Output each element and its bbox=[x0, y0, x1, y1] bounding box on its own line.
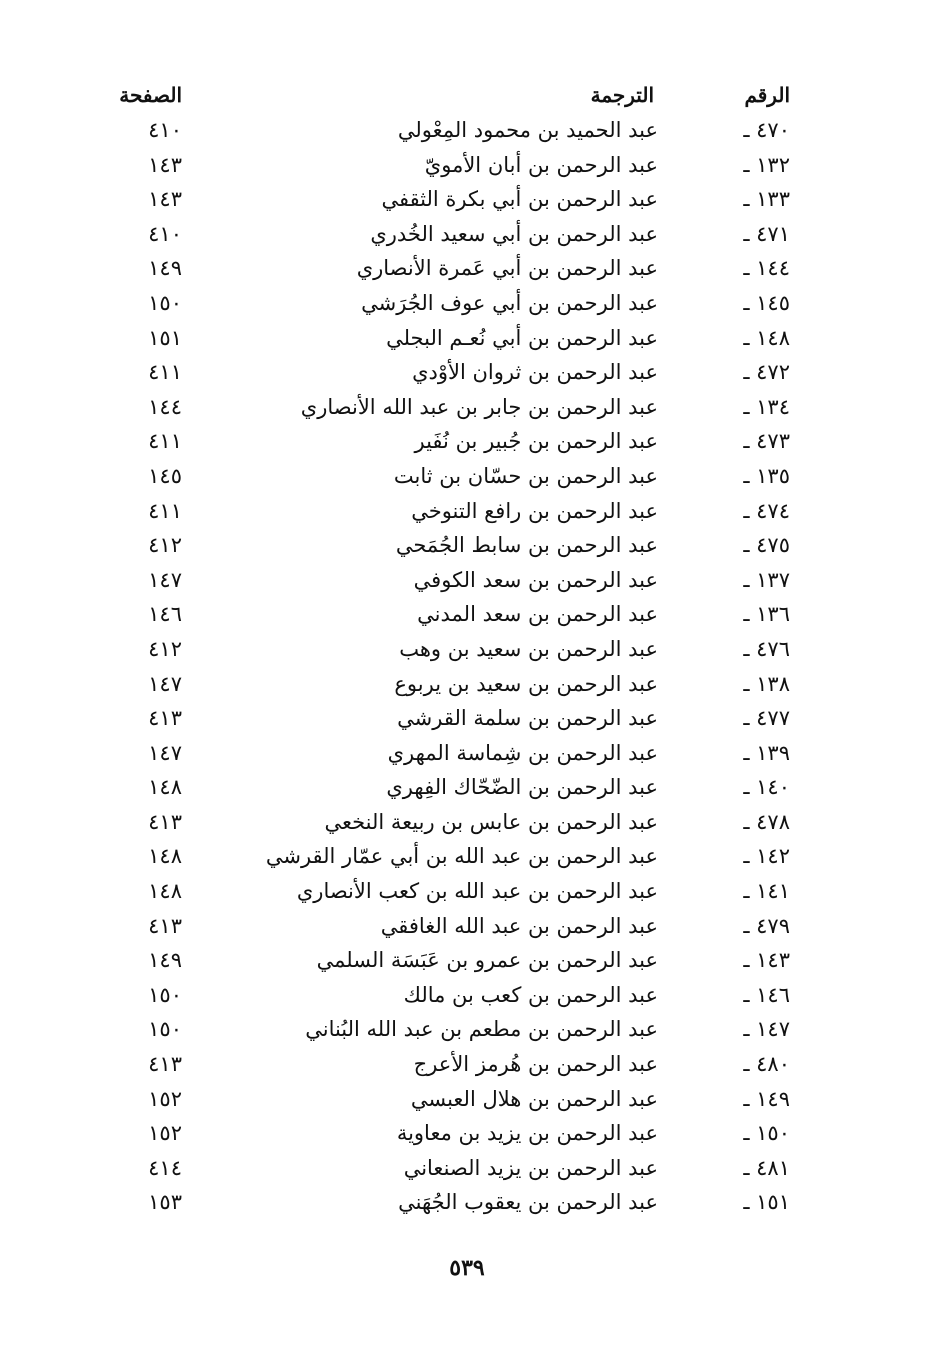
table-row bbox=[0, 1151, 934, 1186]
table-row bbox=[0, 978, 934, 1013]
entry-name: عبد الرحمن بن سعد الكوفي bbox=[413, 567, 658, 592]
entry-page: ١٥٠ bbox=[148, 290, 182, 315]
entry-name: عبد الرحمن بن هلال العبسي bbox=[410, 1086, 658, 1111]
entry-page: ٤١٠ bbox=[148, 221, 182, 246]
entry-number: ١٣٤ ـ bbox=[743, 394, 790, 419]
table-row bbox=[0, 390, 934, 425]
entry-number: ٤٧٤ ـ bbox=[743, 498, 790, 523]
entry-number: ٤٧٧ ـ bbox=[743, 706, 790, 731]
entry-name: عبد الرحمن بن ثروان الأوْدي bbox=[412, 360, 658, 385]
table-row bbox=[0, 1082, 934, 1117]
entry-name: عبد الرحمن بن عبد الله بن كعب الأنصاري bbox=[296, 879, 658, 904]
entry-number: ١٤٧ ـ bbox=[743, 1017, 790, 1042]
entry-name: عبد الرحمن بن سابط الجُمَحي bbox=[395, 533, 658, 558]
table-row bbox=[0, 1116, 934, 1151]
entry-name: عبد الرحمن بن عمرو بن عَبَسَة السلمي bbox=[316, 948, 658, 973]
table-row bbox=[0, 182, 934, 217]
table-row bbox=[0, 251, 934, 286]
entry-name: عبد الرحمن بن سعد المدني bbox=[417, 602, 658, 627]
entry-name: عبد الرحمن بن يزيد الصنعاني bbox=[403, 1155, 658, 1180]
entry-page: ١٥٢ bbox=[148, 1121, 182, 1146]
table-row bbox=[0, 667, 934, 702]
entry-name: عبد الرحمن بن جُبير بن نُفَير bbox=[414, 429, 658, 454]
entry-number: ١٣٧ ـ bbox=[743, 567, 790, 592]
entry-number: ٤٧٠ ـ bbox=[743, 118, 790, 142]
table-row bbox=[0, 1185, 934, 1220]
entry-page: ٤١١ bbox=[148, 429, 182, 454]
entry-page: ١٤٤ bbox=[148, 394, 182, 419]
entry-number: ١٥٠ ـ bbox=[743, 1121, 790, 1146]
table-row bbox=[0, 736, 934, 771]
entry-name: عبد الرحمن بن أبي بكرة الثقفي bbox=[381, 187, 658, 212]
entry-page: ٤١٣ bbox=[148, 809, 182, 834]
entry-name: عبد الرحمن بن سعيد بن يربوع bbox=[394, 671, 658, 696]
entry-name: عبد الرحمن بن هُرمز الأعرج bbox=[413, 1052, 658, 1077]
entry-page: ٤١٢ bbox=[148, 636, 182, 661]
header-number-label: الرقم bbox=[744, 83, 790, 107]
entry-page: ١٤٩ bbox=[148, 256, 182, 281]
header-page-label: الصفحة bbox=[119, 83, 182, 107]
entry-page: ٤١٤ bbox=[148, 1155, 182, 1180]
entry-name: عبد الرحمن بن عابس بن ربيعة النخعي bbox=[324, 809, 658, 834]
entry-number: ١٤٨ ـ bbox=[743, 325, 790, 350]
table-row bbox=[0, 701, 934, 736]
entry-number: ٤٧٢ ـ bbox=[743, 360, 790, 385]
entry-page: ١٤٣ bbox=[148, 187, 182, 212]
table-row bbox=[0, 286, 934, 321]
table-row bbox=[0, 1012, 934, 1047]
header-biography-label: الترجمة bbox=[590, 83, 654, 107]
table-row bbox=[0, 770, 934, 805]
entry-name: عبد الرحمن بن أبي نُعـم البجلي bbox=[386, 325, 658, 350]
entry-number: ٤٨٠ ـ bbox=[743, 1052, 790, 1077]
entry-page: ١٤٧ bbox=[148, 671, 182, 696]
table-row bbox=[0, 148, 934, 183]
entry-number: ١٣٥ ـ bbox=[743, 463, 790, 488]
entry-name: عبد الرحمن بن حسّان بن ثابت bbox=[393, 463, 658, 488]
table-row bbox=[0, 632, 934, 667]
entry-number: ٤٨١ ـ bbox=[743, 1155, 790, 1180]
entry-number: ١٤٣ ـ bbox=[743, 948, 790, 973]
entry-number: ٤٧٥ ـ bbox=[743, 533, 790, 558]
table-row bbox=[0, 217, 934, 252]
entry-number: ٤٧١ ـ bbox=[743, 221, 790, 246]
entry-number: ١٤٦ ـ bbox=[743, 982, 790, 1007]
entry-name: عبد الرحمن بن يزيد بن معاوية bbox=[396, 1121, 658, 1146]
table-row bbox=[0, 494, 934, 529]
table-row bbox=[0, 321, 934, 356]
entry-page: ٤١٣ bbox=[148, 1052, 182, 1077]
entry-page: ١٤٣ bbox=[148, 152, 182, 177]
entry-number: ١٤٥ ـ bbox=[743, 290, 790, 315]
entry-number: ٤٧٣ ـ bbox=[743, 429, 790, 454]
entry-page: ٤١١ bbox=[148, 360, 182, 385]
entry-page: ١٤٧ bbox=[148, 740, 182, 765]
entry-number: ١٤٢ ـ bbox=[743, 844, 790, 869]
entry-number: ١٤٤ ـ bbox=[743, 256, 790, 281]
entry-page: ١٥٠ bbox=[148, 982, 182, 1007]
entry-name: عبد الرحمن بن شِماسة المهري bbox=[387, 740, 658, 765]
entry-number: ١٤٩ ـ bbox=[743, 1086, 790, 1111]
index-table bbox=[0, 113, 934, 1220]
entry-number: ١٤٠ ـ bbox=[743, 775, 790, 800]
entry-name: عبد الرحمن بن يعقوب الجُهَني bbox=[398, 1190, 658, 1215]
entry-page: ١٤٧ bbox=[148, 567, 182, 592]
entry-page: ٤١٣ bbox=[148, 913, 182, 938]
entry-page: ٤١٠ bbox=[148, 118, 182, 142]
entry-name: عبد الرحمن بن كعب بن مالك bbox=[403, 982, 658, 1007]
table-row bbox=[0, 597, 934, 632]
entry-number: ١٤١ ـ bbox=[743, 879, 790, 904]
entry-name: عبد الرحمن بن أبي عَمرة الأنصاري bbox=[356, 256, 658, 281]
entry-name: عبد الرحمن بن عبد الله بن أبي عمّار القرشي bbox=[265, 844, 658, 869]
table-row bbox=[0, 424, 934, 459]
entry-name: عبد الرحمن بن عبد الله الغافقي bbox=[380, 913, 658, 938]
entry-number: ١٣٩ ـ bbox=[743, 740, 790, 765]
entry-name: عبد الرحمن بن أبان الأمويّ bbox=[424, 152, 658, 177]
entry-page: ١٤٩ bbox=[148, 948, 182, 973]
table-row bbox=[0, 528, 934, 563]
entry-name: عبد الرحمن بن أبي عوف الجُرَشي bbox=[361, 290, 658, 315]
entry-name: عبد الرحمن بن سلمة القرشي bbox=[397, 706, 658, 731]
entry-page: ١٥٠ bbox=[148, 1017, 182, 1042]
entry-number: ٤٧٦ ـ bbox=[743, 636, 790, 661]
entry-page: ١٥١ bbox=[148, 325, 182, 350]
entry-page: ١٤٨ bbox=[148, 775, 182, 800]
table-row bbox=[0, 355, 934, 390]
entry-name: عبد الرحمن بن سعيد بن وهب bbox=[399, 636, 658, 661]
entry-number: ١٣٢ ـ bbox=[743, 152, 790, 177]
entry-page: ١٥٣ bbox=[148, 1190, 182, 1215]
entry-number: ١٥١ ـ bbox=[743, 1190, 790, 1215]
entry-number: ٤٧٨ ـ bbox=[743, 809, 790, 834]
table-row bbox=[0, 459, 934, 494]
entry-name: عبد الرحمن بن رافع التنوخي bbox=[411, 498, 658, 523]
table-row bbox=[0, 874, 934, 909]
table-row bbox=[0, 805, 934, 840]
table-row bbox=[0, 943, 934, 978]
entry-name: عبد الرحمن بن أبي سعيد الخُدري bbox=[370, 221, 658, 246]
entry-name: عبد الرحمن بن الضّحّاك الفِهري bbox=[386, 775, 658, 800]
entry-number: ١٣٣ ـ bbox=[743, 187, 790, 212]
entry-name: عبد الرحمن بن جابر بن عبد الله الأنصاري bbox=[300, 394, 658, 419]
table-row bbox=[0, 1047, 934, 1082]
table-row bbox=[0, 839, 934, 874]
table-row bbox=[0, 909, 934, 944]
entry-page: ١٤٦ bbox=[148, 602, 182, 627]
table-row bbox=[0, 563, 934, 598]
entry-name: عبد الرحمن بن مطعم بن عبد الله البُناني bbox=[305, 1017, 658, 1042]
entry-page: ٤١٢ bbox=[148, 533, 182, 558]
entry-page: ١٤٨ bbox=[148, 844, 182, 869]
table-header bbox=[0, 78, 934, 108]
entry-name: عبد الحميد بن محمود المِعْولي bbox=[397, 118, 658, 142]
entry-number: ١٣٦ ـ bbox=[743, 602, 790, 627]
entry-page: ١٤٨ bbox=[148, 879, 182, 904]
entry-page: ١٥٢ bbox=[148, 1086, 182, 1111]
entry-number: ٤٧٩ ـ bbox=[743, 913, 790, 938]
entry-page: ١٤٥ bbox=[148, 463, 182, 488]
page-number: ٥٣٩ bbox=[449, 1255, 485, 1281]
table-row bbox=[0, 113, 934, 148]
entry-page: ٤١١ bbox=[148, 498, 182, 523]
entry-page: ٤١٣ bbox=[148, 706, 182, 731]
entry-number: ١٣٨ ـ bbox=[743, 671, 790, 696]
